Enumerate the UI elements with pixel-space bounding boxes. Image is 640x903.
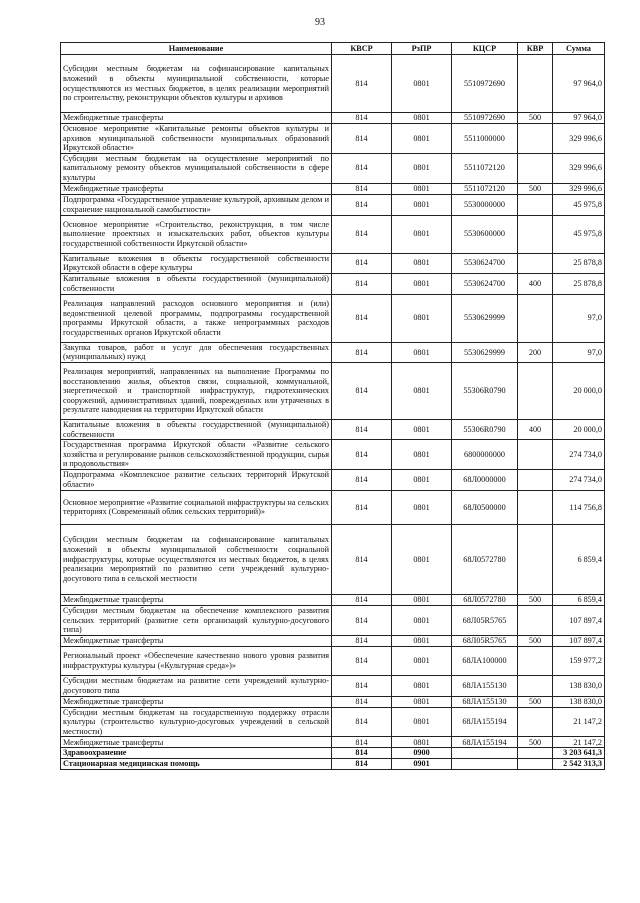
cell-rzpr: 0900 xyxy=(392,748,452,759)
table-row xyxy=(61,490,605,524)
header-sum: Сумма xyxy=(553,43,605,55)
cell-kcsr: 5510972690 xyxy=(452,113,518,124)
cell-kvsr: 814 xyxy=(332,124,392,154)
cell-sum: 20 000,0 xyxy=(553,362,605,419)
table-row xyxy=(61,113,605,124)
cell-rzpr: 0801 xyxy=(392,440,452,470)
cell-name: Субсидии местным бюджетам на развитие сети учреждений культурно-досугового типа xyxy=(61,675,332,696)
cell-kvr: 500 xyxy=(518,696,553,707)
table-row xyxy=(61,253,605,273)
cell-name: Капитальные вложения в объекты государственной (муниципальной) собственности xyxy=(61,419,332,439)
cell-kvr: 500 xyxy=(518,183,553,194)
cell-name: Государственная программа Иркутской области «Развитие сельского хозяйства и регулирование рынков сельскохозяйственной продукции, сырья и продовольствия» xyxy=(61,440,332,470)
header-kcsr: КЦСР xyxy=(452,43,518,55)
cell-kcsr: 68Л0500000 xyxy=(452,490,518,524)
cell-kvsr: 814 xyxy=(332,707,392,737)
cell-sum: 97,0 xyxy=(553,342,605,362)
cell-kvr: 200 xyxy=(518,342,553,362)
cell-sum: 138 830,0 xyxy=(553,696,605,707)
cell-kvsr: 814 xyxy=(332,183,392,194)
cell-rzpr: 0801 xyxy=(392,646,452,675)
cell-kvsr: 814 xyxy=(332,273,392,294)
table-row xyxy=(61,55,605,113)
cell-kvsr: 814 xyxy=(332,635,392,646)
table-row xyxy=(61,124,605,154)
cell-sum: 329 996,6 xyxy=(553,153,605,183)
cell-sum: 159 977,2 xyxy=(553,646,605,675)
cell-kcsr: 68Л05R5765 xyxy=(452,635,518,646)
cell-name: Основное мероприятие «Развитие социальной инфраструктуры на сельских территориях (Современный облик сельских территорий)» xyxy=(61,490,332,524)
table-row xyxy=(61,707,605,737)
cell-name: Субсидии местным бюджетам на государственную поддержку отрасли культуры (строительство культурно-досуговых учреждений в сельской местности) xyxy=(61,707,332,737)
cell-sum: 114 756,8 xyxy=(553,490,605,524)
cell-kvsr: 814 xyxy=(332,113,392,124)
header-rzpr: РзПР xyxy=(392,43,452,55)
table-row xyxy=(61,675,605,696)
page-number: 93 xyxy=(315,17,325,28)
table-row xyxy=(61,362,605,419)
cell-kcsr: 5530600000 xyxy=(452,215,518,253)
cell-rzpr: 0801 xyxy=(392,490,452,524)
cell-sum: 97 964,0 xyxy=(553,55,605,113)
cell-rzpr: 0801 xyxy=(392,113,452,124)
cell-rzpr: 0801 xyxy=(392,419,452,439)
cell-kvsr: 814 xyxy=(332,55,392,113)
table-row xyxy=(61,294,605,342)
cell-sum: 21 147,2 xyxy=(553,737,605,748)
cell-kvsr: 814 xyxy=(332,362,392,419)
cell-kvsr: 814 xyxy=(332,469,392,490)
cell-sum: 3 203 641,3 xyxy=(553,748,605,759)
cell-sum: 45 975,8 xyxy=(553,194,605,215)
cell-kvsr: 814 xyxy=(332,737,392,748)
table-row xyxy=(61,524,605,594)
cell-kvr xyxy=(518,748,553,759)
cell-kcsr: 5511072120 xyxy=(452,183,518,194)
cell-kvr xyxy=(518,707,553,737)
table-row xyxy=(61,153,605,183)
cell-sum: 20 000,0 xyxy=(553,419,605,439)
cell-kvsr: 814 xyxy=(332,594,392,605)
cell-kcsr: 5530629999 xyxy=(452,294,518,342)
table-row xyxy=(61,737,605,748)
cell-sum: 107 897,4 xyxy=(553,635,605,646)
cell-name: Стационарная медицинская помощь xyxy=(61,759,332,770)
cell-kcsr: 55306R0790 xyxy=(452,419,518,439)
cell-name: Здравоохранение xyxy=(61,748,332,759)
cell-kcsr: 5511000000 xyxy=(452,124,518,154)
cell-name: Подпрограмма «Государственное управление культурой, архивным делом и сохранение национальной самобытности» xyxy=(61,194,332,215)
table-header-row xyxy=(61,43,605,55)
cell-name: Межбюджетные трансферты xyxy=(61,594,332,605)
cell-kvr: 500 xyxy=(518,635,553,646)
cell-kvr xyxy=(518,469,553,490)
cell-kvr xyxy=(518,294,553,342)
cell-kcsr xyxy=(452,759,518,770)
cell-rzpr: 0801 xyxy=(392,362,452,419)
cell-sum: 45 975,8 xyxy=(553,215,605,253)
cell-sum: 329 996,6 xyxy=(553,183,605,194)
cell-name: Основное мероприятие «Строительство, реконструкция, в том числе выполнение проектных и изыскательских работ, объектов культуры государственной собственности Иркутской области» xyxy=(61,215,332,253)
header-kvr: КВР xyxy=(518,43,553,55)
cell-rzpr: 0801 xyxy=(392,215,452,253)
cell-rzpr: 0801 xyxy=(392,524,452,594)
cell-kcsr: 5530624700 xyxy=(452,253,518,273)
table-row xyxy=(61,646,605,675)
cell-kvr xyxy=(518,524,553,594)
cell-kvr: 500 xyxy=(518,113,553,124)
cell-name: Региональный проект «Обеспечение качественно нового уровня развития инфраструктуры культуры («Культурная среда»)» xyxy=(61,646,332,675)
cell-rzpr: 0801 xyxy=(392,594,452,605)
cell-kcsr: 55306R0790 xyxy=(452,362,518,419)
cell-kvsr: 814 xyxy=(332,696,392,707)
cell-name: Капитальные вложения в объекты государственной (муниципальной) собственности xyxy=(61,273,332,294)
cell-kvr xyxy=(518,153,553,183)
cell-name: Закупка товаров, работ и услуг для обеспечения государственных (муниципальных) нужд xyxy=(61,342,332,362)
cell-kvr: 500 xyxy=(518,737,553,748)
cell-name: Межбюджетные трансферты xyxy=(61,183,332,194)
cell-kvr: 400 xyxy=(518,273,553,294)
cell-rzpr: 0801 xyxy=(392,294,452,342)
cell-name: Межбюджетные трансферты xyxy=(61,737,332,748)
cell-sum: 97 964,0 xyxy=(553,113,605,124)
cell-kvsr: 814 xyxy=(332,253,392,273)
cell-sum: 25 878,8 xyxy=(553,253,605,273)
table-row xyxy=(61,748,605,759)
cell-name: Подпрограмма «Комплексное развитие сельских территорий Иркутской области» xyxy=(61,469,332,490)
cell-kvsr: 814 xyxy=(332,342,392,362)
cell-rzpr: 0801 xyxy=(392,183,452,194)
cell-name: Реализация направлений расходов основного мероприятия и (или) ведомственной целевой программы, подпрограммы государственной программы Иркутской области, а также непрограммных расходов государственных органов Иркутской области xyxy=(61,294,332,342)
cell-kvsr: 814 xyxy=(332,194,392,215)
cell-rzpr: 0801 xyxy=(392,605,452,635)
cell-kcsr: 5510972690 xyxy=(452,55,518,113)
table-row xyxy=(61,440,605,470)
cell-rzpr: 0801 xyxy=(392,55,452,113)
table-row xyxy=(61,194,605,215)
cell-name: Субсидии местным бюджетам на софинансирование капитальных вложений в объекты муниципальной собственности, которые осуществляются из местных бюджетов, в целях реализации мероприятий по строительству, реконструкции объектов культуры и архивов xyxy=(61,55,332,113)
cell-kvsr: 814 xyxy=(332,215,392,253)
cell-rzpr: 0901 xyxy=(392,759,452,770)
cell-kcsr: 6800000000 xyxy=(452,440,518,470)
table-body xyxy=(61,55,605,770)
table-row xyxy=(61,215,605,253)
cell-kvr xyxy=(518,55,553,113)
header-name: Наименование xyxy=(61,43,332,55)
cell-kvr xyxy=(518,124,553,154)
cell-sum: 6 859,4 xyxy=(553,594,605,605)
header-kvsr: КВСР xyxy=(332,43,392,55)
cell-kcsr: 68ЛА155130 xyxy=(452,675,518,696)
cell-kvsr: 814 xyxy=(332,748,392,759)
cell-kvr: 400 xyxy=(518,419,553,439)
cell-kvsr: 814 xyxy=(332,419,392,439)
cell-rzpr: 0801 xyxy=(392,124,452,154)
cell-rzpr: 0801 xyxy=(392,273,452,294)
cell-kvsr: 814 xyxy=(332,646,392,675)
cell-sum: 6 859,4 xyxy=(553,524,605,594)
cell-name: Субсидии местным бюджетам на обеспечение комплексного развития сельских территорий (развитие сети организаций культурно-досугового типа) xyxy=(61,605,332,635)
table-row xyxy=(61,635,605,646)
cell-kcsr: 5530624700 xyxy=(452,273,518,294)
cell-kvr xyxy=(518,215,553,253)
cell-kvr xyxy=(518,440,553,470)
cell-kcsr: 68ЛА155130 xyxy=(452,696,518,707)
cell-kvsr: 814 xyxy=(332,294,392,342)
cell-name: Межбюджетные трансферты xyxy=(61,113,332,124)
cell-kcsr: 68Л0000000 xyxy=(452,469,518,490)
cell-sum: 274 734,0 xyxy=(553,469,605,490)
cell-rzpr: 0801 xyxy=(392,469,452,490)
table-row xyxy=(61,419,605,439)
cell-kvr xyxy=(518,646,553,675)
cell-rzpr: 0801 xyxy=(392,253,452,273)
cell-name: Межбюджетные трансферты xyxy=(61,696,332,707)
cell-kcsr xyxy=(452,748,518,759)
cell-rzpr: 0801 xyxy=(392,707,452,737)
cell-sum: 329 996,6 xyxy=(553,124,605,154)
cell-sum: 274 734,0 xyxy=(553,440,605,470)
cell-sum: 21 147,2 xyxy=(553,707,605,737)
cell-kcsr: 68Л0572780 xyxy=(452,594,518,605)
cell-kcsr: 68Л05R5765 xyxy=(452,605,518,635)
budget-table xyxy=(60,42,605,770)
cell-kcsr: 68ЛА100000 xyxy=(452,646,518,675)
cell-kvsr: 814 xyxy=(332,675,392,696)
cell-rzpr: 0801 xyxy=(392,635,452,646)
cell-rzpr: 0801 xyxy=(392,342,452,362)
cell-kcsr: 5530000000 xyxy=(452,194,518,215)
cell-kcsr: 68ЛА155194 xyxy=(452,737,518,748)
table-row xyxy=(61,342,605,362)
table-row xyxy=(61,273,605,294)
table-row xyxy=(61,183,605,194)
cell-kvsr: 814 xyxy=(332,440,392,470)
cell-kvr xyxy=(518,605,553,635)
cell-sum: 25 878,8 xyxy=(553,273,605,294)
cell-name: Основное мероприятие «Капитальные ремонты объектов культуры и архивов муниципальной собственности муниципальных образований Иркутской области» xyxy=(61,124,332,154)
cell-kcsr: 68Л0572780 xyxy=(452,524,518,594)
cell-kvr: 500 xyxy=(518,594,553,605)
cell-kcsr: 5530629999 xyxy=(452,342,518,362)
cell-sum: 138 830,0 xyxy=(553,675,605,696)
cell-name: Субсидии местным бюджетам на осуществление мероприятий по капитальному ремонту объектов муниципальной собственности в сфере культуры xyxy=(61,153,332,183)
cell-kcsr: 68ЛА155194 xyxy=(452,707,518,737)
table-row xyxy=(61,469,605,490)
cell-kvr xyxy=(518,490,553,524)
cell-rzpr: 0801 xyxy=(392,675,452,696)
cell-kvsr: 814 xyxy=(332,605,392,635)
cell-kcsr: 5511072120 xyxy=(452,153,518,183)
table-row xyxy=(61,696,605,707)
cell-sum: 107 897,4 xyxy=(553,605,605,635)
cell-rzpr: 0801 xyxy=(392,153,452,183)
cell-sum: 2 542 313,3 xyxy=(553,759,605,770)
cell-rzpr: 0801 xyxy=(392,696,452,707)
cell-kvr xyxy=(518,194,553,215)
table-row xyxy=(61,594,605,605)
cell-kvsr: 814 xyxy=(332,759,392,770)
cell-rzpr: 0801 xyxy=(392,194,452,215)
cell-name: Капитальные вложения в объекты государственной собственности Иркутской области в сфере культуры xyxy=(61,253,332,273)
cell-kvr xyxy=(518,362,553,419)
cell-name: Межбюджетные трансферты xyxy=(61,635,332,646)
cell-name: Реализация мероприятий, направленных на выполнение Программы по восстановлению жилья, объектов связи, социальной, коммунальной, энергетической и транспортной инфраструктур, гидротехнических сооружений, административных зданий, поврежденных или утраченных в результате наводнения на территории Иркутской области xyxy=(61,362,332,419)
cell-rzpr: 0801 xyxy=(392,737,452,748)
cell-kvr xyxy=(518,759,553,770)
cell-kvsr: 814 xyxy=(332,490,392,524)
cell-kvr xyxy=(518,253,553,273)
table-row xyxy=(61,605,605,635)
table-row xyxy=(61,759,605,770)
cell-name: Субсидии местным бюджетам на софинансирование капитальных вложений в объекты муниципальной собственности социальной инфраструктуры, которые осуществляются из местных бюджетов, в целях реализации мероприятий по развитию сети учреждений культурно-досугового типа в сельской местности xyxy=(61,524,332,594)
cell-sum: 97,0 xyxy=(553,294,605,342)
cell-kvsr: 814 xyxy=(332,524,392,594)
cell-kvr xyxy=(518,675,553,696)
cell-kvsr: 814 xyxy=(332,153,392,183)
